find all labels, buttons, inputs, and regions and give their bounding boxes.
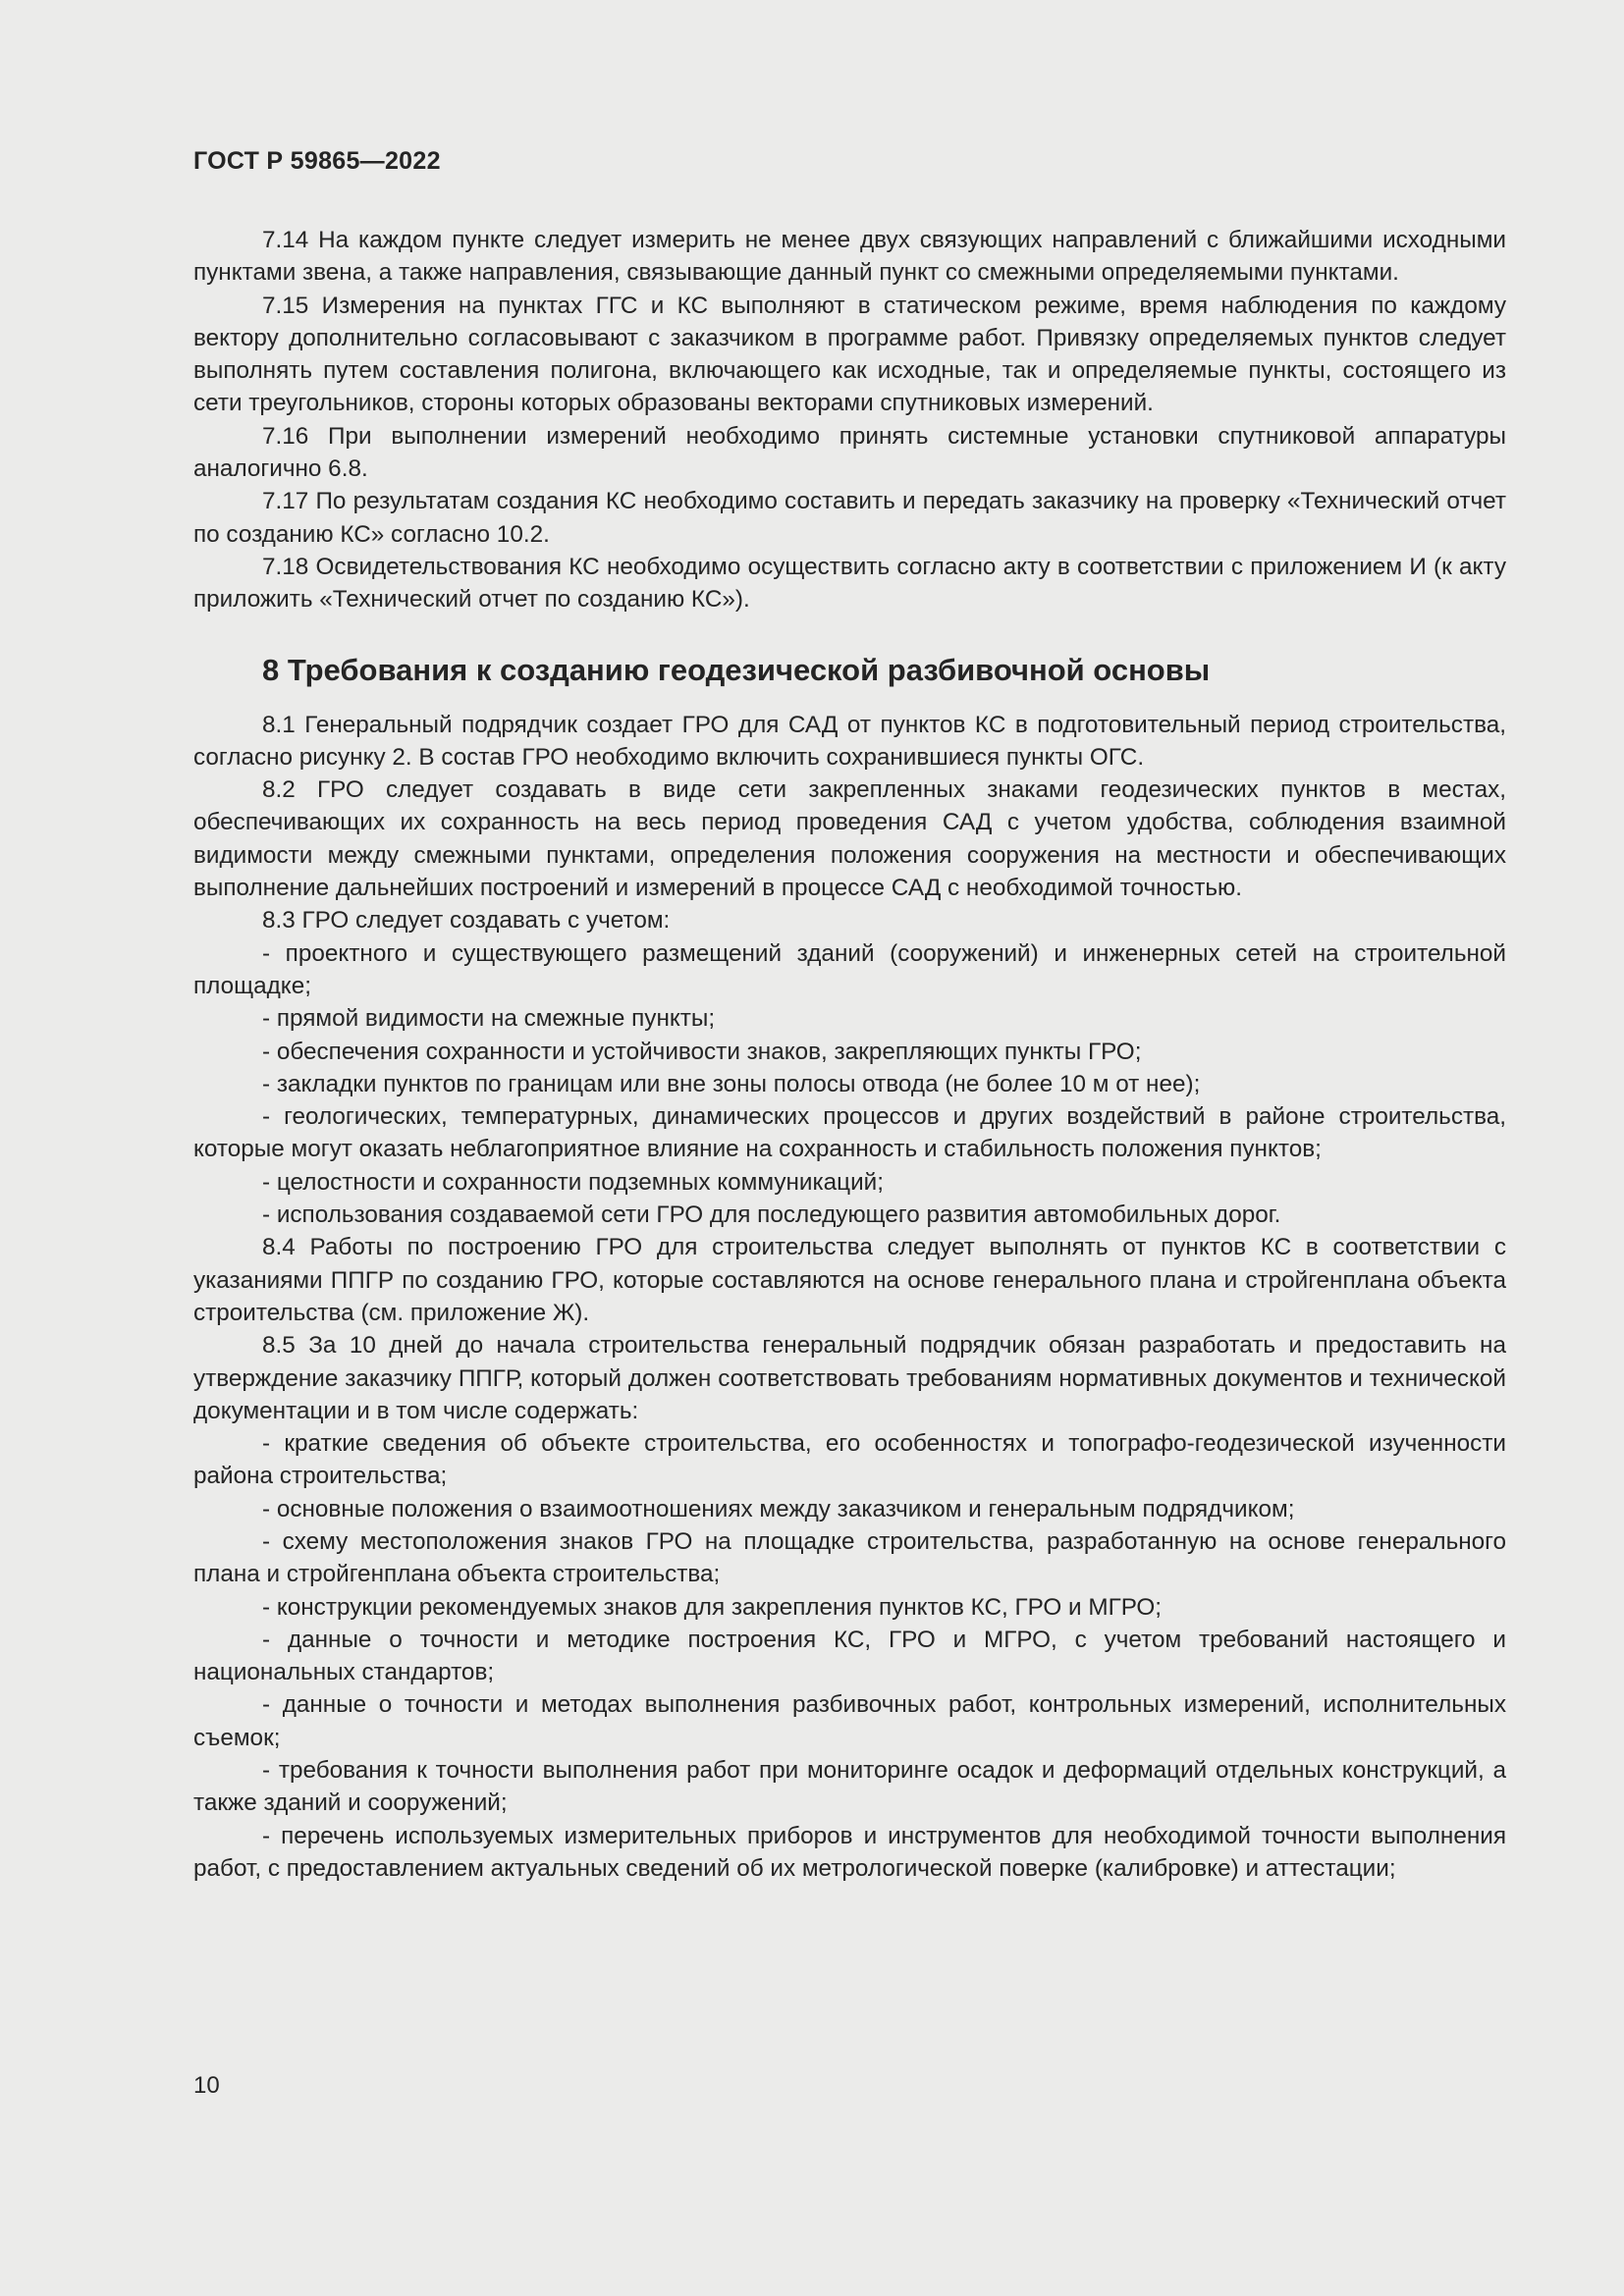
list-item-8-3: - целостности и сохранности подземных коммуникаций; bbox=[262, 1168, 884, 1196]
paragraph-8-2: 8.2 ГРО следует создавать в виде сети закрепленных знаками геодезических пунктов в местах, обеспечивающих их сохранность на весь период проведения САД с учетом удобства, соблюдения взаимной видимости между смежными пунктами, определения положения сооружения на местности и обеспечивающих выполнение дальнейших построений и измерений в процессе САД с необходимой точностью. bbox=[193, 776, 1506, 902]
section-8-title: 8 Требования к созданию геодезической разбивочной основы bbox=[262, 652, 1211, 687]
paragraph-7-14: 7.14 На каждом пункте следует измерить не менее двух связующих направлений с ближайшими исходными пунктами звена, а также направления, связывающие данный пункт со смежными определяемыми пунктами. bbox=[193, 227, 1506, 287]
paragraph-7-15: 7.15 Измерения на пунктах ГГС и КС выполняют в статическом режиме, время наблюдения по каждому вектору дополнительно согласовывают с заказчиком в программе работ. Привязку определяемых пунктов следует выполнять путем составления полигона, включающего как исходные, так и определяемые пункты, состоящего из сети треугольников, стороны которых образованы векторами спутниковых измерений. bbox=[193, 292, 1506, 417]
document-body bbox=[193, 224, 1506, 1885]
list-item-8-5: - основные положения о взаимоотношениях между заказчиком и генеральным подрядчиком; bbox=[262, 1495, 1295, 1522]
page-number: 10 bbox=[193, 2072, 220, 2099]
list-item-8-5: - краткие сведения об объекте строительства, его особенностях и топографо-геодезической изученности района строительства; bbox=[193, 1430, 1506, 1490]
paragraph-7-18: 7.18 Освидетельствования КС необходимо осуществить согласно акту в соответствии с приложением И (к акту приложить «Технический отчет по созданию КС»). bbox=[193, 553, 1506, 614]
list-item-8-3: - обеспечения сохранности и устойчивости знаков, закрепляющих пункты ГРО; bbox=[262, 1038, 1142, 1065]
list-item-8-3: - прямой видимости на смежные пункты; bbox=[262, 1005, 716, 1033]
paragraph-8-3: 8.3 ГРО следует создавать с учетом: bbox=[262, 907, 671, 934]
list-item-8-5: - требования к точности выполнения работ при мониторинге осадок и деформаций отдельных конструкций, а также зданий и сооружений; bbox=[193, 1757, 1506, 1817]
list-item-8-5: - данные о точности и методах выполнения разбивочных работ, контрольных измерений, исполнительных съемок; bbox=[193, 1691, 1506, 1751]
list-item-8-3: - геологических, температурных, динамических процессов и других воздействий в районе строительства, которые могут оказать неблагоприятное влияние на сохранность и стабильность положения пунктов; bbox=[193, 1103, 1506, 1163]
list-item-8-5: - схему местоположения знаков ГРО на площадке строительства, разработанную на основе генерального плана и стройгенплана объекта строительства; bbox=[193, 1527, 1506, 1588]
list-item-8-5: - перечень используемых измерительных приборов и инструментов для необходимой точности выполнения работ, с предоставлением актуальных сведений об их метрологической поверке (калибровке) и аттестации; bbox=[193, 1822, 1506, 1882]
paragraph-8-1: 8.1 Генеральный подрядчик создает ГРО для САД от пунктов КС в подготовительный период строительства, согласно рисунку 2. В состав ГРО необходимо включить сохранившиеся пункты ОГС. bbox=[193, 711, 1506, 771]
document-header: ГОСТ Р 59865—2022 bbox=[193, 147, 441, 175]
list-item-8-3: - использования создаваемой сети ГРО для последующего развития автомобильных дорог. bbox=[262, 1201, 1281, 1229]
list-item-8-5: - конструкции рекомендуемых знаков для закрепления пунктов КС, ГРО и МГРО; bbox=[262, 1593, 1163, 1621]
list-item-8-5: - данные о точности и методике построения КС, ГРО и МГРО, с учетом требований настоящего и национальных стандартов; bbox=[193, 1626, 1506, 1686]
paragraph-7-17: 7.17 По результатам создания КС необходимо составить и передать заказчику на проверку «Технический отчет по созданию КС» согласно 10.2. bbox=[193, 488, 1506, 548]
paragraph-8-5: 8.5 За 10 дней до начала строительства генеральный подрядчик обязан разработать и предоставить на утверждение заказчику ППГР, который должен соответствовать требованиям нормативных документов и технической документации и в том числе содержать: bbox=[193, 1332, 1506, 1424]
list-item-8-3: - проектного и существующего размещений зданий (сооружений) и инженерных сетей на строительной площадке; bbox=[193, 939, 1506, 999]
paragraph-8-4: 8.4 Работы по построению ГРО для строительства следует выполнять от пунктов КС в соответствии с указаниями ППГР по созданию ГРО, которые составляются на основе генерального плана и стройгенплана объекта строительства (см. приложение Ж). bbox=[193, 1234, 1506, 1326]
paragraph-7-16: 7.16 При выполнении измерений необходимо принять системные установки спутниковой аппаратуры аналогично 6.8. bbox=[193, 422, 1506, 483]
list-item-8-3: - закладки пунктов по границам или вне зоны полосы отвода (не более 10 м от нее); bbox=[262, 1070, 1201, 1097]
